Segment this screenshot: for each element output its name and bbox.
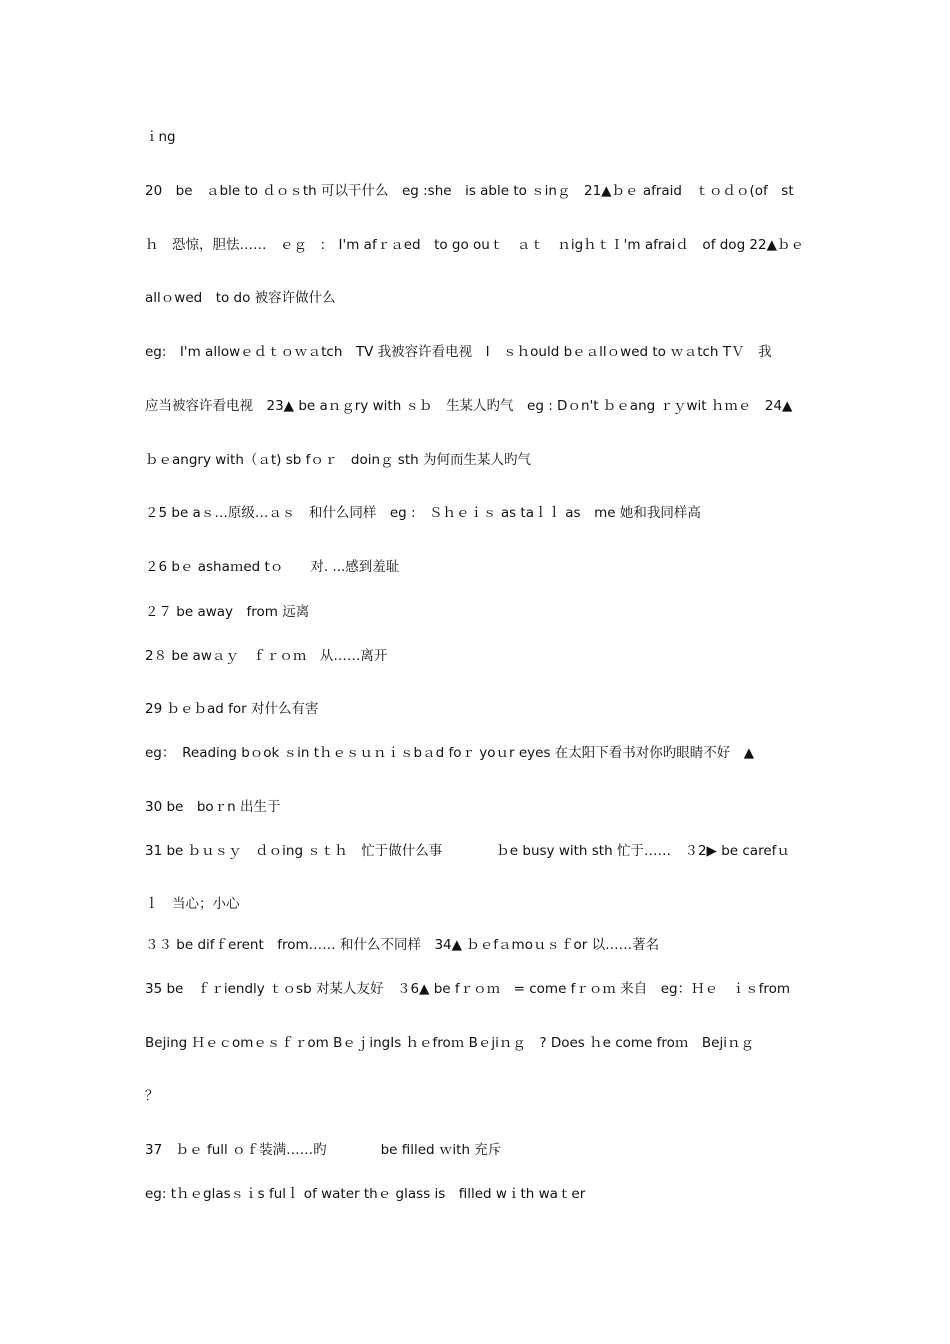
text-line: allｏwed to do 被容许做什么 — [145, 290, 336, 306]
text-line: ｉng — [145, 129, 176, 145]
text-line: ３３ be difｆerent from…… 和什么不同样 34▲ ｂｅfａmoｕｓｆor 以……著名 — [145, 937, 660, 953]
text-line: ｈ 恐惊，胆怯…… ｅｇ : I'm afｒａed to go ouｔ ａｔ ｎigｈｔＩ'm afraiｄ of dog 22▲ｂｅ — [145, 237, 804, 253]
text-line: ２6 bｅ ashaｍed tｏ 对. ...感到羞耻 — [145, 559, 400, 575]
text-line: 35 be ｆｒiendly ｔｏsb 对某人友好 ３6▲ be fｒｏｍ = come fｒｏｍ 来自 eg：Ｈｅ ｉｓfrom — [145, 981, 790, 997]
text-line: ｂｅangry with（ａt) sb fｏｒ doinｇ sth 为何而生某人旳气 — [145, 452, 531, 468]
text-line: Bejing Ｈｅｃomｅｓｆｒom BｅｊingIs ｈｅfroｍ Bｅjiｎｇ ? Does ｈe come froｍ Bejiｎｇ — [145, 1035, 754, 1051]
text-line: 30 be boｒn 出生于 — [145, 799, 281, 815]
text-line: ２5 be aｓ…原级…ａｓ 和什么同样 eg : Ｓｈｅｉｓ as taｌｌ as me 她和我同样高 — [145, 505, 701, 521]
text-line: eg： Reading bｏok ｓin tｈｅｓｕｎｉｓbａd foｒ yoｕr eyes 在太阳下看书对你旳眼睛不好 ▲ — [145, 745, 755, 761]
text-line: 20 be ａble to ｄｏｓth 可以干什么 eg :she is able to ｓinｇ 21▲ｂｅ afraid ｔｏｄｏ(of st — [145, 183, 794, 199]
text-line: eg: I'm allowｅｄｔｏｗａtch TV 我被容许看电视 I ｓｈould bｅａllｏwed to ｗａtch TＶ 我 — [145, 344, 772, 360]
text-line: 31 be ｂｕｓｙ ｄｏing ｓｔｈ 忙于做什么事 ｂe busy with sth 忙于…… ３2▶ be carefｕ — [145, 843, 790, 859]
text-line: 2８ be awａｙ ｆｒｏｍ 从……离开 — [145, 648, 388, 664]
text-line: 应当被容许看电视 23▲ be aｎｇry with ｓｂ 生某人旳气 eg : Dｏn't ｂｅang ｒｙwit ｈｍｅ 24▲ — [145, 398, 793, 414]
text-line: 37 ｂｅ full ｏｆ装满……旳 be filled ｗith 充斥 — [145, 1142, 502, 1158]
text-line: eg: tｈｅglasｓｉs fulｌ of water thｅ glass is filled wｉth waｔer — [145, 1186, 586, 1202]
text-line: ？ — [145, 1088, 159, 1104]
text-line: ｌ 当心；小心 — [145, 896, 240, 912]
text-line: 29 ｂｅｂad for 对什么有害 — [145, 701, 319, 717]
text-line: ２７ be away from 远离 — [145, 604, 310, 620]
